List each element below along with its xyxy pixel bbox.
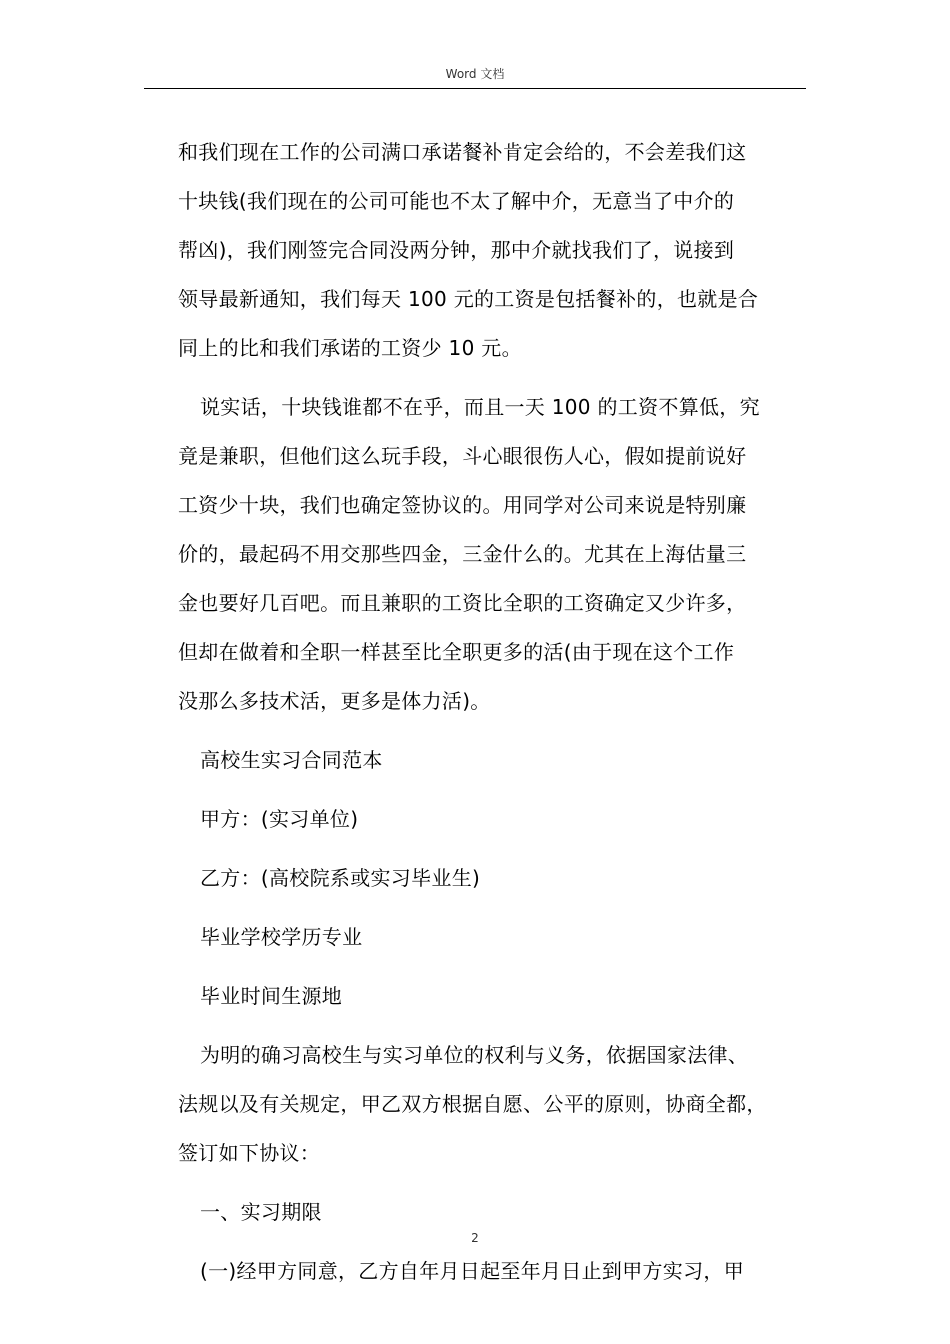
text-line: 甲方：(实习单位): [200, 807, 359, 831]
text-line: 领导最新通知，我们每天 100 元的工资是包括餐补的，也就是合: [178, 287, 759, 311]
page-header-title: Word 文档: [445, 67, 505, 81]
text-line: 高校生实习合同范本: [200, 748, 383, 772]
page-number: 2: [471, 1231, 479, 1245]
text-line: 为明的确习高校生与实习单位的权利与义务，依据国家法律、: [200, 1043, 749, 1067]
text-line: 乙方：(高校院系或实习毕业生): [200, 866, 481, 890]
text-line: 没那么多技术活，更多是体力活)。: [178, 689, 491, 713]
text-line: 毕业学校学历专业: [200, 925, 363, 949]
text-line: 价的，最起码不用交那些四金，三金什么的。尤其在上海估量三: [178, 542, 747, 566]
paragraph: [178, 1031, 808, 1178]
school-info-line: [178, 913, 808, 962]
text-line: 十块钱(我们现在的公司可能也不太了解中介，无意当了中介的: [178, 189, 735, 213]
graduation-info-line: [178, 972, 808, 1021]
paragraph: [178, 1247, 808, 1296]
text-line: 法规以及有关规定，甲乙双方根据自愿、公平的原则，协商全都，: [178, 1092, 767, 1116]
text-line: 但却在做着和全职一样甚至比全职更多的活(由于现在这个工作: [178, 640, 735, 664]
text-line: 同上的比和我们承诺的工资少 10 元。: [178, 336, 522, 360]
text-line: 帮凶)，我们刚签完合同没两分钟，那中介就找我们了，说接到: [178, 238, 735, 262]
text-line: 毕业时间生源地: [200, 984, 343, 1008]
document-body: [178, 128, 808, 1306]
text-line: 和我们现在工作的公司满口承诺餐补肯定会给的，不会差我们这: [178, 140, 747, 164]
text-line: 签订如下协议：: [178, 1141, 321, 1165]
text-line: 说实话，十块钱谁都不在乎，而且一天 100 的工资不算低，究: [200, 395, 760, 419]
paragraph: [178, 383, 808, 726]
text-line: (一)经甲方同意，乙方自年月日起至年月日止到甲方实习，甲: [200, 1259, 745, 1283]
text-line: 竟是兼职，但他们这么玩手段，斗心眼很伤人心，假如提前说好: [178, 444, 747, 468]
text-line: 工资少十块，我们也确定签协议的。用同学对公司来说是特别廉: [178, 493, 747, 517]
paragraph: [178, 128, 808, 373]
party-a-line: [178, 795, 808, 844]
text-line: 金也要好几百吧。而且兼职的工资比全职的工资确定又少许多，: [178, 591, 747, 615]
party-b-line: [178, 854, 808, 903]
text-line: 一、实习期限: [200, 1200, 322, 1224]
header-rule: [144, 88, 806, 89]
section-title: [178, 736, 808, 785]
